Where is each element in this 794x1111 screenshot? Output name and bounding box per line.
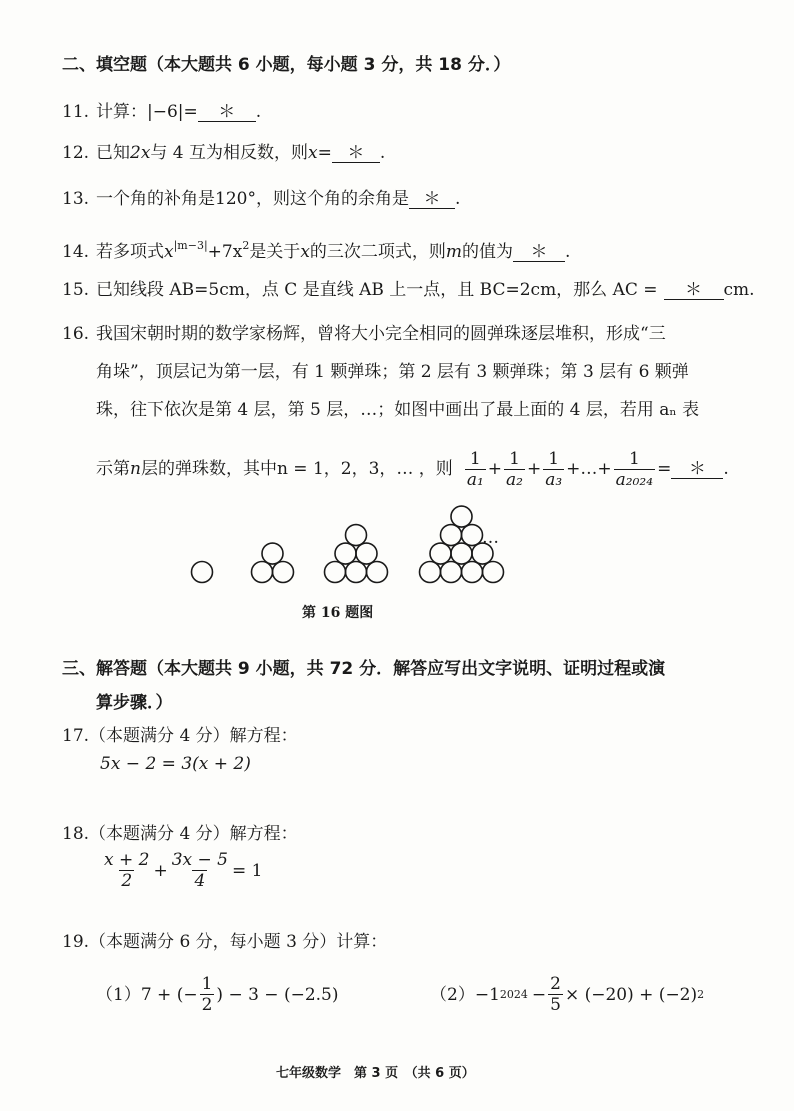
- q15-answer-blank: ＊: [664, 281, 724, 300]
- q16-end: .: [723, 459, 729, 479]
- q12-answer-blank: ＊: [332, 144, 380, 163]
- q16-plus-1: +: [487, 459, 503, 479]
- q16-answer-blank: ＊: [671, 460, 723, 479]
- q11-number: 11.: [62, 102, 90, 122]
- question-16-body: [96, 315, 756, 429]
- marble: [262, 543, 283, 564]
- q14-base: x: [164, 242, 174, 262]
- question-19: [62, 930, 387, 954]
- marble: [462, 562, 483, 583]
- q19-p2-c: × (−20) + (−2): [564, 984, 698, 1005]
- q12-var: x: [308, 143, 318, 163]
- page-footer: 七年级数学 第 3 页 （共 6 页）: [276, 1066, 475, 1081]
- q16-number: 16.: [62, 324, 90, 344]
- marble: [273, 562, 294, 583]
- q19-p1-frac: $\frac{1}{2}$: [201, 974, 213, 1015]
- q13-number: 13.: [62, 189, 90, 209]
- question-11: [62, 100, 261, 124]
- q11-expr: |−6|: [147, 102, 184, 122]
- q13-end: .: [454, 189, 461, 209]
- q19-p2-frac: $\frac{2}{5}$: [550, 974, 561, 1015]
- question-17: [62, 724, 298, 748]
- q14-number: 14.: [62, 242, 90, 262]
- q19-part-1: [96, 974, 339, 1015]
- q13-answer-blank: ＊: [409, 190, 455, 209]
- q14-text-a: 若多项式: [96, 242, 164, 262]
- marble: [420, 562, 441, 583]
- q16-frac-1: $\frac{1}{\text{a₁}}$: [466, 448, 484, 490]
- marble: [367, 562, 388, 583]
- q19-p2-exp2: 2: [697, 987, 705, 1001]
- q12-eq: =: [317, 143, 332, 163]
- q19-p2-label: （2）: [430, 984, 475, 1005]
- q16-frac-3: $\frac{1}{\text{a₃}}$: [545, 448, 563, 490]
- q14-text-c: 的三次二项式，则: [309, 242, 446, 262]
- q11-answer-blank: ＊: [198, 103, 256, 122]
- q12-number: 12.: [62, 143, 90, 163]
- q14-exponent-2: 2: [242, 239, 250, 252]
- marble: [451, 543, 472, 564]
- q19-number: 19.: [62, 932, 90, 952]
- q12-end: .: [379, 143, 386, 163]
- q18-frac-2: $\frac{3x - 5}{4}$: [171, 850, 228, 891]
- marble: [346, 562, 367, 583]
- q19-p1-label: （1）: [96, 984, 141, 1005]
- question-18: [62, 822, 298, 846]
- marble: [451, 506, 472, 527]
- section-3-heading-line-1: 三、解答题（本大题共 9 小题，共 72 分．解答应写出文字说明、证明过程或演: [62, 659, 666, 679]
- section-3-heading: [62, 652, 665, 720]
- q16-line4-d: n = 1，2，3，… ，则: [276, 459, 453, 479]
- q18-rhs: = 1: [232, 860, 263, 881]
- q18-plus: +: [153, 860, 168, 881]
- q19-p1-a: 7 + (−: [140, 984, 198, 1005]
- q16-line-3: 珠，往下依次是第 4 层，第 5 层，…；如图中画出了最上面的 4 层，若用 aₙ 表: [96, 400, 700, 420]
- q19-text: （本题满分 6 分，每小题 3 分）计算：: [89, 932, 388, 952]
- q17-number: 17.: [62, 726, 90, 746]
- q13-text: 一个角的补角是120°，则这个角的余角是: [96, 189, 409, 209]
- q19-p2-a: −1: [474, 984, 500, 1005]
- q16-line4-a: 示第: [96, 459, 130, 479]
- marble: [483, 562, 504, 583]
- q14-exponent: |m−3|: [173, 239, 208, 252]
- q16-plus-2: +: [526, 459, 542, 479]
- marble: [441, 562, 462, 583]
- q18-text: （本题满分 4 分）解方程：: [89, 824, 298, 844]
- q14-plus-term: +7x: [207, 242, 243, 262]
- q18-number: 18.: [62, 824, 90, 844]
- q19-p2-exp: 2024: [499, 987, 528, 1001]
- q11-end: .: [255, 102, 262, 122]
- q16-marble-figure: [180, 488, 510, 588]
- q14-var: x: [300, 242, 310, 262]
- q12-text-a: 已知: [96, 143, 130, 163]
- q15-text: 已知线段 AB=5cm，点 C 是直线 AB 上一点，且 BC=2cm，那么 AC =: [96, 280, 658, 300]
- q14-text-b: 是关于: [249, 242, 301, 262]
- question-12: [62, 141, 385, 165]
- q16-line-1: 我国宋朝时期的数学家杨辉，曾将大小完全相同的圆弹珠逐层堆积，形成“三: [96, 324, 666, 344]
- q12-text-b: 与 4 互为相反数，则: [150, 143, 309, 163]
- marble: [192, 562, 213, 583]
- q16-frac-4: $\frac{1}{\text{a₂₀₂₄}}$: [615, 448, 654, 490]
- q14-answer-blank: ＊: [513, 243, 565, 262]
- marble: [462, 525, 483, 546]
- question-13: [62, 187, 460, 211]
- q17-equation: 5x − 2 = 3(x + 2): [100, 754, 251, 774]
- section-3-heading-line-2: 算步骤．）: [96, 693, 173, 713]
- marble: [346, 525, 367, 546]
- q16-line4-c: 层的弹珠数，其中: [140, 459, 277, 479]
- q16-figure-caption: 第 16 题图: [302, 605, 374, 621]
- q19-p1-b: ) − 3 − (−2.5): [216, 984, 339, 1005]
- q16-line-4: [96, 444, 729, 494]
- marble: [430, 543, 451, 564]
- q19-part-2: [430, 974, 704, 1015]
- q15-unit: cm.: [723, 280, 755, 300]
- q16-eq: =: [657, 459, 672, 479]
- q16-dots: +…+: [566, 459, 612, 479]
- section-2-heading: 二、填空题（本大题共 6 小题，每小题 3 分，共 18 分．）: [62, 55, 511, 75]
- q16-frac-2: $\frac{1}{\text{a₂}}$: [506, 448, 523, 490]
- marble: [252, 562, 273, 583]
- q11-eq: =: [183, 102, 198, 122]
- q19-p2-b: −: [531, 984, 547, 1005]
- marble: [356, 543, 377, 564]
- q16-line-2: 角垛”，顶层记为第一层，有 1 颗弹珠；第 2 层有 3 颗弹珠；第 3 层有 6 颗弹: [96, 362, 689, 382]
- q16-figure-ellipsis: …: [482, 528, 499, 548]
- q18-equation: [100, 850, 262, 891]
- marble: [325, 562, 346, 583]
- question-14: [62, 234, 570, 264]
- marble: [441, 525, 462, 546]
- q14-end: .: [565, 242, 571, 262]
- q15-number: 15.: [62, 280, 90, 300]
- question-15: [62, 278, 755, 302]
- q17-text: （本题满分 4 分）解方程：: [89, 726, 298, 746]
- q11-text: 计算：: [96, 102, 147, 122]
- q14-var-m: m: [445, 242, 463, 262]
- q12-expr: 2x: [130, 143, 151, 163]
- q18-frac-1: $\frac{x + 2}{2}$: [104, 850, 150, 891]
- marble: [335, 543, 356, 564]
- q16-line4-n: n: [130, 459, 141, 479]
- q14-text-d: 的值为: [462, 242, 514, 262]
